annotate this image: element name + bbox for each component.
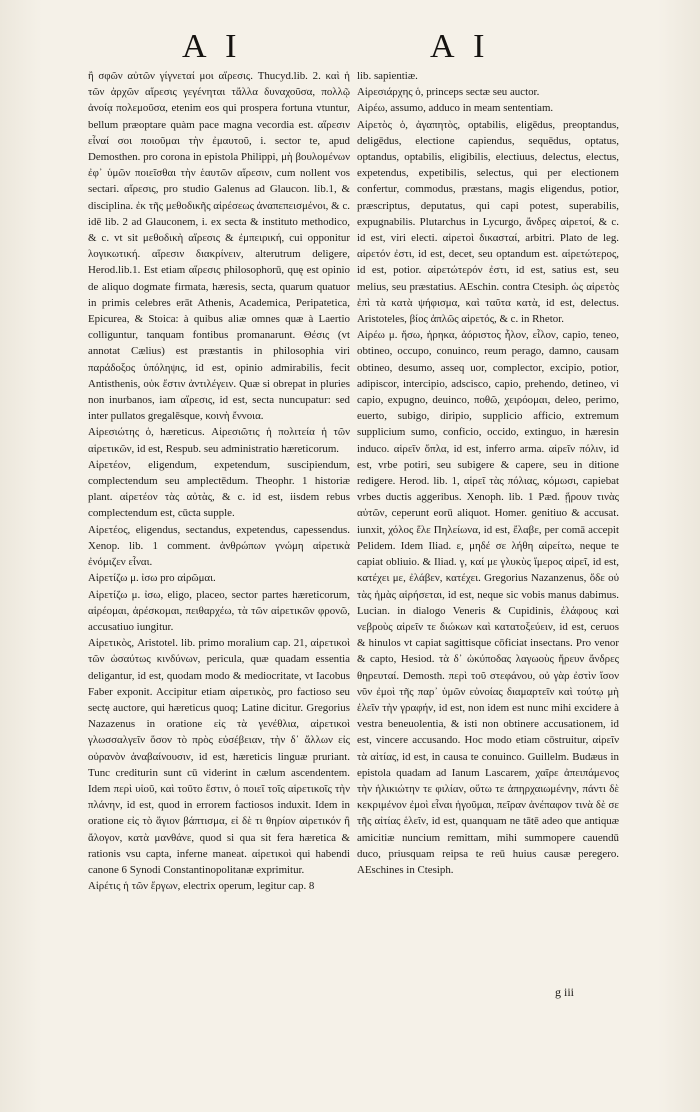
dictionary-entry: Αἱρετίζω μ. ἰσω, eligo, placeo, sector partes hæreticorum, αἱρέομαι, ἀρέσκομαι, πειθαρχέω, τὰ τῶν αἱρετικῶν φρονῶ, accusatiuo iungitur. [88,588,350,633]
signature-mark: g iii [555,985,575,999]
dictionary-entry: Αἱρεσιώτης ὁ, hæreticus. Αἱρεσιῶτις ἡ πολιτεία ἡ τῶν αἱρετικῶν, id est, Respub. seu administratio hæreticorum. [88,426,350,455]
right-column [357,68,619,878]
running-head-left: A I [182,28,243,65]
dictionary-entry: Αἱρέω, assumo, adduco in meam sententiam. [357,102,554,115]
dictionary-entry: Αἱρετέον, eligendum, expetendum, suscipiendum, complectendum seu amplectēdum. Theophr. 1 historiæ plant. αἱρετέον τὰς αὐτὰς, & c. id est, iisdem rebus complectendum est, cūcta supple. [88,458,350,520]
dictionary-entry: Αἱρετίζω μ. ἰσω pro αἱρῶμαι. [88,572,216,585]
dictionary-entry: Αἱρετὸς ὁ, ἀγαπητὸς, optabilis, eligēdus, preoptandus, deligēdus, electione capiendus, sequēdus, optatus, optandus, optabilis, eligibilis, electiuus, delectus, electus, expetendus, expetibilis, selectus, qui per electionem confertur, commodus, præstans, magis eligendus, potior, præscriptus, deputatus, qui capi potest, superabilis, expugnabilis. Plutarchus in Lycurgo, ἄνδρες αἱρετοί, & c. id est, viri electi. αἱρετοὶ δικασταί, arbitri. Plato de leg. αἱρετόν ἐστι, id est, decet, seu optandum est. αἱρετώτερος, id est, potior. αἱρετώτερόν ἐστι, id est, satius est, seu melius, seu præstatius. AEschin. contra Ctesiph. ὡς αἱρετὸς ἐπὶ τὰ κατὰ ψήφισμα, καὶ ταῦτα κατὰ, id est, delectus. Aristoteles, βίος ἁπλῶς αἱρετός, & c. in Rhetor. [357,118,619,326]
left-column [88,68,350,894]
dictionary-entry: Αἱρέω μ. ἥσω, ἡρηκα, ἀόριστος ἦλον, εἶλον, capio, teneo, obtineo, occupo, conuinco, reum perago, damno, causam obtineo, desumo, asseq uor, complector, excipio, potior, adipiscor, intercipio, adscisco, capio, prehendo, detineo, vi capio, expugno, deuinco, ποθῶ, χειρόομαι, deleo, perimo, euerto, subigo, diripio, supplicio afficio, extremum supplicium sumo, conficio, occido, extinguo, in hæresin induco. αἱρεῖν ὅπλα, id est, inferro arma. αἱρεῖν πόλιν, id est, vrbe potiri, seu subigere & capere, seu in ditione redigere. Herod. lib. 1, αἱρεῖ τὰς πόλιας, κόμωσι, capiebat vrbes ductis aggeribus. Xenoph. lib. 1 Pæd. ᾕρουν τινὰς αὐτῶν, ceperunt eorū aliquot. Homer. genitiuo & accusat. iunxit, χόλος ἕλε Πηλείωνα, id est, ἔλαβε, per comā accepit Pelidem. Idem Iliad. ε, μηδέ σε λήθη αἱρείτω, neque te capiat obliuio. & Iliad. γ, καί με γλυκὺς ἵμερος αἱρεῖ, id est, κατέχει με, ἐλάβεν, κατέχει. Gregorius Nazanzenus, ὅδε οὐ τὰς ἡμὰς αἱρήσεται, id est, neque sic vobis manus dabimus. Lucian. in dialogo Veneris & Cupidinis, ἐλάφους καὶ νεβροὺς αἱρεῖν τε διώκων καὶ κατατοξεύειν, id est, ceruos & hinulos vt capiat sagittisque cōficiat insectans. Pro venor & capto, Hesiod. τὰ δ᾽ ὠκύποδας λαγωοὺς ἥρευν ἄνδρες θηρευταί. Demosth. περὶ τοῦ στεφάνου, οὐ γὰρ ἐστὶν ἴσον νῦν ἐμοὶ τῆς παρ᾽ ὑμῶν εὐνοίας διαμαρτεῖν καὶ τούτῳ μὴ ἑλεῖν τὴν γραφήν, id est, non idem est nunc mihi excidere à vestra beneuolentia, & isti non obtinere accusationem, id est, vincere accusando. Hoc modo etiam cōstruitur, αἱρεῖν τὰ αἰτίας, id est, in causa te conuinco. Guillelm. Budæus in epistola quadam ad Ianum Lascarem, χαῖρε ἀπειπάμενος τὴν ἡλικιώτην τε φιλίαν, οὕτω τε ἀπηρχαιωμένην, πάντι δὲ κεκριμένον ἐμοὶ εἶναι ἡγοῦμαι, πεῖραν ἀνέπαφον τινὰ δὲ σε τῆς αἰτίας ἑλεῖν, id est, quanquam ne tātē adeo que antiquæ amicitiæ nuncium remittam, mihi summopere cauendū duco, priusquam reipsa te reū huius causæ peregero. AEschines in Ctesiph. [357,329,619,876]
dictionary-entry: lib. sapientiæ. [357,70,418,82]
dictionary-entry: Αἱρετικὸς, Aristotel. lib. primo moralium cap. 21, αἱρετικοὶ τῶν ὡσαύτως κινδύνων, pericula, quæ quadam essentia deligantur, id est, quodam modo & mediocritate, vt Iacobus Faber exponit. Accipitur etiam αἱρετικὸς, pro factioso seu sectę auctore, qui hæreticus quoq; Latine dicitur. Gregorius Nazazenus in oratione εἰς τὰ γενέθλια, αἱρετικοὶ γλωσσαλγεῖν ὅσον τὸ πρὸς εὐσέβειαν, τὴν δ᾽ ἄλλων εἰς οὐρανὸν ἀναβαίνουσιν, id est, hæreticis linguæ pruriant. Tunc crediturin sunt cū viderint in cælum ascendentem. Idem περὶ υἱοῦ, καὶ τοῦτο ἔστιν, ὁ ποιεῖ τοῖς αἱρετικοῖς τὴν πλάνην, id est, quod in errorem factiosos induxit. Idem in oratione εἰς τὸ ἅγιον βάπτισμα, εἰ δὲ τι θηρίον αἱρετικόν ἢ ἄλογον, κατὰ μανθάνε, quod si qua sit fera hæretica & rationis vsu capta, inferne maneat. αἱρετικοὶ qui habendi canone 6 Synodi Constantinopolitanæ exprimitur. [88,637,350,876]
dictionary-entry: Αἱρετέος, eligendus, sectandus, expetendus, capessendus. Xenop. lib. 1 comment. ἀνθρώπων γνώμη αἱρετικὰ ἐνόμιζεν εἶναι. [88,523,350,569]
dictionary-entry: Αἱρέτις ἡ τῶν ἔργων, electrix operum, legitur cap. 8 [88,880,315,893]
dictionary-entry: Αἱρεσιάρχης ὁ, princeps sectæ seu auctor. [357,86,540,99]
running-head-right: A I [430,28,491,65]
dictionary-entry: ἢ σφῶν αὐτῶν γίγνεταί μοι αἵρεσις. Thucyd.lib. 2. καὶ ἡ τῶν ἀρχῶν αἵρεσις γεγένηται τἄλλα δυναχοῦσα, πολλῷ ἀνοίᾳ πολεμοῦσα, etenim eos qui prospera fortuna vtuntur, bellum præoptare quàm pace magna vecordia est. αἵρεσιν εἶναί σοι ποιοῦμαι τὴν ἐμαυτοῦ, i. sector te, apud Demosthen. pro corona in epistola Philippi, μὴ βουλομένων ἐφ᾽ ὑμῶν ποιεῖσθαι τὴν ἑαυτῶν αἵρεσιν, cum nollent vos sectari. αἵρεσις, pro studio Galenus ad Glaucon. lib.1, & disciplina. ἐκ τῆς μεθοδικῆς αἱρέσεως ἀναπεπεισμένοι, & c. idē lib. 2 ad Glauconem, i. ex secta & instituto methodico, & c. vt sit μεθοδικὴ αἵρεσις & ἐμπειρική, cui opponitur λογικωτική. αἵρεσιν διακρίνειν, alterutrum deligere, Herod.lib.1. Est etiam αἵρεσις philosophorū, quę est opinio de aliquo dogmate firmata, hæresis, secta, quarum quatuor in primis celebres erāt Athenis, Academica, Peripatetica, Epicurea, & Stoica: à quibus aliæ omnes quæ à Laertio colliguntur, tanquam fontibus promanarunt. Θέσις (vt annotat Cælius) est præstantis in philosophia viri παράδοξος ὑπόληψις, id est, opinio admirabilis, fecit Antisthenis, οὐκ ἔστιν ἀντιλέγειν. Quæ si obrepat in pluries non inurbanos, iam αἵρεσις, id est, secta nuncupatur: sed inter pullatos gregalēsque, κοινὴ ἔννοια. [88,70,350,423]
